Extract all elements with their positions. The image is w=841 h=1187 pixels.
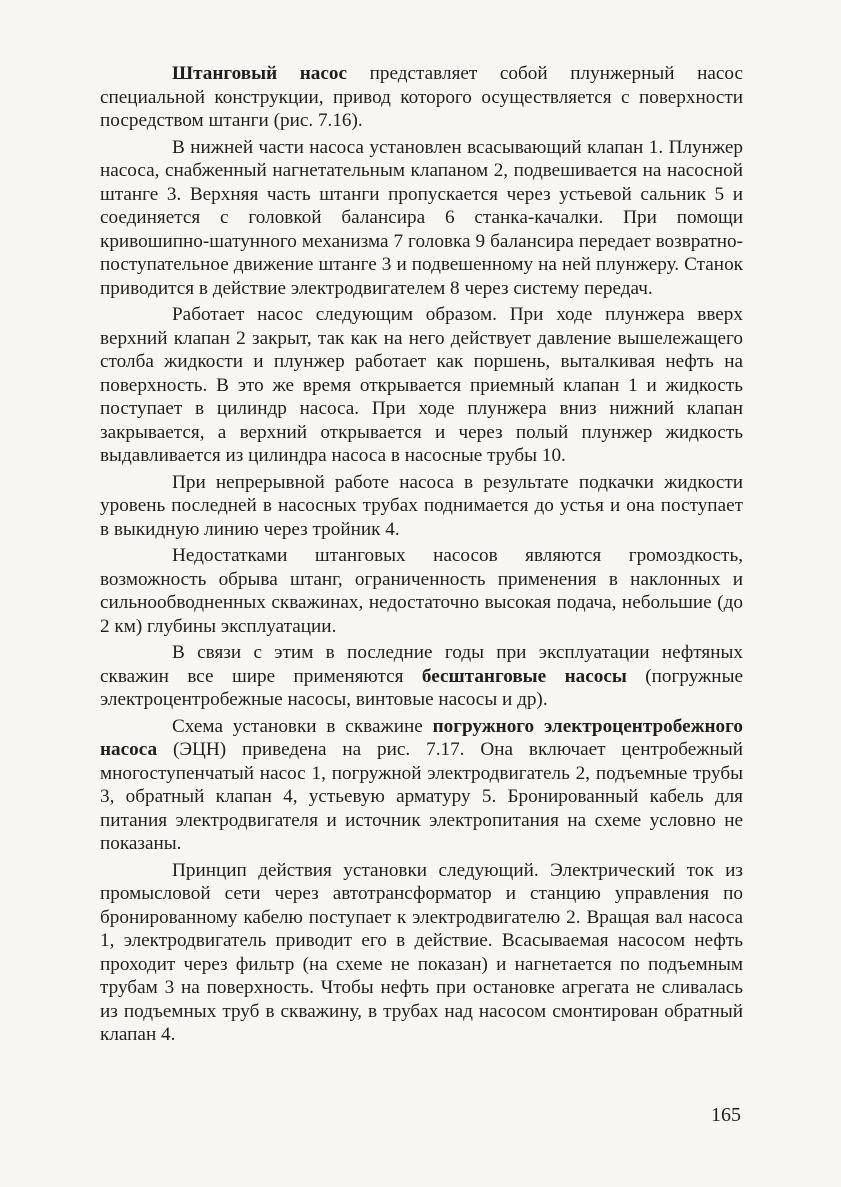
text-run: Работает насос следующим образом. При ходе плунжера вверх верхний клапан 2 закрыт, так как на него действует давление вышележащего столба жидкости и плунжер работает как поршень, выталкивая нефть на поверхность. В это же время открывается приемный клапан 1 и жидкость поступает в цилиндр насоса. При ходе плунжера вниз нижний клапан закрывается, а верхний открывается и через полый плунжер жидкость выдавливается из цилиндра насоса в насосные трубы 10. — [100, 304, 743, 466]
paragraph — [100, 471, 743, 542]
text-run: В нижней части насоса установлен всасывающий клапан 1. Плунжер насоса, снабженный нагнетательным клапаном 2, подвешивается на насосной штанге 3. Верхняя часть штанги пропускается через устьевой сальник 5 и соединяется с головкой балансира 6 станка-качалки. При помощи кривошипно-шатунного механизма 7 головка 9 балансира передает возвратно-поступательное движение штанге 3 и подвешенному на ней плунжеру. Станок приводится в действие электродвигателем 8 через систему передач. — [100, 136, 743, 299]
text-run: Принцип действия установки следующий. Электрический ток из промысловой сети через автотрансформатор и станцию управления по бронированному кабелю поступает к электродвигателю 2. Вращая вал насоса 1, электродвигатель приводит его в действие. Всасываемая насосом нефть проходит через фильтр (на схеме не показан) и нагнетается по подъемным трубам 3 на поверхность. Чтобы нефть при остановке агрегата не сливалась из подъемных труб в скважину, в трубах над насосом смонтирован обратный клапан 4. — [100, 859, 743, 1045]
text-run: представляет собой плунжерный насос специальной конструкции, привод которого осуществляется с поверхности посредством штанги (рис. 7.16). — [100, 63, 744, 131]
paragraph — [100, 859, 743, 1047]
bold-term: Штанговый насос — [172, 63, 348, 84]
text-run: (погружные электроцентробежные насосы, винтовые насосы и др). — [100, 665, 743, 710]
paragraph — [100, 641, 743, 712]
paragraph — [100, 544, 743, 638]
body-text — [100, 62, 743, 1047]
text-run: Недостатками штанговых насосов являются громоздкость, возможность обрыва штанг, ограниченность применения в наклонных и сильнообводненных скважинах, недостаточно высокая подача, небольшие (до 2 км) глубины эксплуатации. — [100, 545, 743, 637]
paragraph — [100, 136, 743, 301]
text-run: При непрерывной работе насоса в результате подкачки жидкости уровень последней в насосных трубах поднимается до устья и она поступает в выкидную линию через тройник 4. — [100, 471, 743, 540]
text-run: В связи с этим в последние годы при эксплуатации нефтяных скважин все шире применяются — [100, 642, 743, 687]
bold-term: погружного электроцентробежного насоса — [100, 715, 743, 760]
text-run: Схема установки в скважине — [172, 715, 433, 737]
paragraph — [100, 62, 743, 133]
text-run: (ЭЦН) приведена на рис. 7.17. Она включает центробежный многоступенчатый насос 1, погружной электродвигатель 2, подъемные трубы 3, обратный клапан 4, устьевую арматуру 5. Бронированный кабель для питания электродвигателя и источник электропитания на схеме условно не показаны. — [100, 739, 743, 854]
page-number: 165 — [711, 1104, 741, 1126]
paragraph — [100, 303, 743, 468]
bold-term: бесштанговые насосы — [421, 665, 627, 687]
paragraph — [100, 715, 743, 856]
